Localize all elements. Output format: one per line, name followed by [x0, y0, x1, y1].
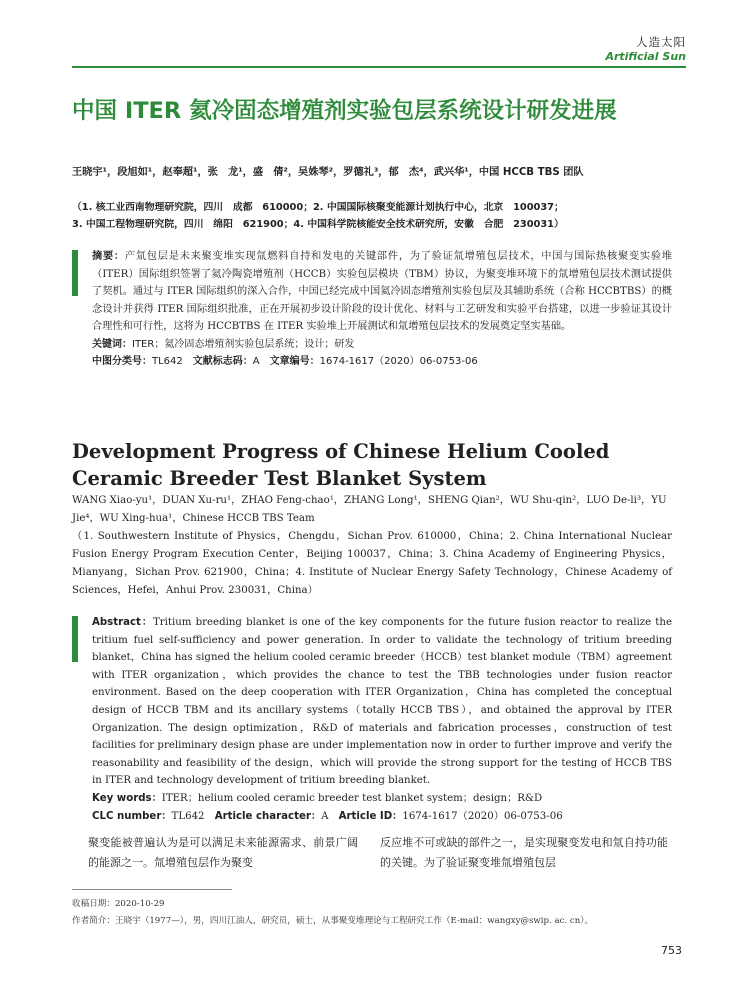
- en-keywords-label: Key words：: [92, 792, 162, 804]
- en-clc: TL642: [171, 810, 205, 822]
- cn-abstract-text: 产氚包层是未来聚变堆实现氚燃料自持和发电的关键部件，为了验证氚增殖包层技术，中国与国际热核聚变实验堆（ITER）国际组织签署了氦冷陶瓷增殖剂（HCCB）实验包层模块（TBM）协议，为聚变堆环境下的氚增殖包层技术测试提供了契机。通过与 ITER 国际组织的深入合作，中国已经完成中国氦冷固态增殖剂实验包层及其辅助系统（合称 HCCBTBS）的概念设计并获得 ITER 国际组织批准，正在开展初步设计阶段的设计优化、材料与工艺研发和实验平台搭建，以进一步验证其设计合理性和可行性，这将为 HCCBTBS 在 ITER 实验堆上开展测试和氚增殖包层技术的发展奠定坚实基础。: [92, 251, 672, 332]
- cn-abstract-block: [72, 248, 672, 370]
- en-title: Development Progress of Chinese Helium Cooled Ceramic Breeder Test Blanket System: [72, 440, 610, 490]
- en-classification: [92, 808, 672, 826]
- cn-clc: TL642: [152, 355, 183, 367]
- cn-clc-label: 中图分类号：: [92, 355, 152, 367]
- footnote: [72, 896, 672, 930]
- body-column-right: 反应堆不可或缺的部件之一，是实现聚变发电和氚自持功能的关键。为了验证聚变堆氚增殖包层: [380, 836, 668, 869]
- brand-cn: 人造太阳: [636, 35, 686, 49]
- journal-brand: [605, 34, 686, 63]
- en-abstract-label: Abstract：: [92, 617, 153, 628]
- en-keywords: [92, 790, 672, 808]
- en-abstract: [92, 614, 672, 790]
- en-authors: WANG Xiao-yu¹，DUAN Xu-ru¹，ZHAO Feng-chao¹，ZHANG Long¹，SHENG Qian²，WU Shu-qin²，LUO De-li³，YU Jie⁴，WU Xing-hua¹，Chinese HCCB TBS Team: [72, 495, 667, 524]
- cn-article-no-label: 文章编号：: [269, 355, 320, 367]
- cn-affiliation-line: （1. 核工业西南物理研究院，四川 成都 610000；2. 中国国际核聚变能源计划执行中心，北京 100037；: [72, 202, 564, 213]
- abstract-accent-bar: [72, 250, 78, 296]
- en-abstract-block: [72, 614, 672, 825]
- body-column-left: 聚变能被普遍认为是可以满足未来能源需求、前景广阔的能源之一。氚增殖包层作为聚变: [88, 836, 358, 869]
- en-clc-label: CLC number：: [92, 810, 172, 822]
- cn-doc-code: A: [252, 355, 260, 367]
- cn-doc-code-label: 文献标志码：: [192, 355, 253, 367]
- cn-affiliations: [72, 199, 672, 233]
- cn-abstract-label: 摘要：: [92, 251, 125, 262]
- cn-abstract: [92, 248, 672, 336]
- en-article-no: 1674-1617（2020）06-0753-06: [402, 810, 563, 822]
- en-doc-code: A: [321, 810, 329, 822]
- cn-keywords: [92, 336, 672, 353]
- received-date: 收稿日期：2020-10-29: [72, 899, 165, 909]
- cn-title: 中国 ITER 氦冷固态增殖剂实验包层系统设计研发进展: [72, 98, 617, 124]
- brand-en: Artificial Sun: [605, 50, 686, 63]
- author-bio: 作者简介：王晓宇（1977—），男，四川江油人，研究员，硕士，从事聚变堆理论与工程研究工作（E-mail：wangxy@swip. ac. cn）。: [72, 916, 594, 926]
- en-abstract-text: Tritium breeding blanket is one of the key components for the future fusion reactor to realize the tritium fuel self-sufficiency and power generation. In order to validate the technology of tritium breeding blanket，China has signed the helium cooled ceramic breeder（HCCB）test blanket module（TBM）agreement with ITER organization，which provides the chance to test the TBB technologies under fusion reactor environment. Based on the deep cooperation with ITER Organization，China has completed the conceptual design of HCCB TBM and its ancillary systems（totally HCCB TBS），and obtained the approval by ITER Organization. The design optimization，R&D of materials and fabrication processes，construction of test facilities for preliminary design phase are under implementation now in order to further improve and verify the reasonability and feasibility of the design，which will provide the strong support for the testing of HCCB TBS in ITER and technology development of tritium breeding blanket.: [92, 617, 672, 787]
- en-article-no-label: Article ID：: [338, 810, 403, 822]
- cn-classification: [92, 353, 672, 370]
- en-affiliations: （1. Southwestern Institute of Physics，Chengdu，Sichan Prov. 610000，China；2. China International Nuclear Fusion Energy Program Execution Center，Beijing 100037，China；3. China Academy of Engineering Physics，Mianyang，Sichan Prov. 621900，China；4. Institute of Nuclear Energy Safety Technology，Chinese Academy of Sciences，Hefei，Anhui Prov. 230031，China）: [72, 531, 672, 596]
- cn-authors: 王晓宇¹，段旭如¹，赵奉超¹，张 龙¹，盛 倩²，吴姝琴²，罗德礼³，郁 杰⁴，武兴华¹，中国 HCCB TBS 团队: [72, 167, 584, 178]
- cn-keywords-text: ITER；氦冷固态增殖剂实验包层系统；设计；研发: [132, 338, 355, 350]
- abstract-accent-bar: [72, 616, 78, 662]
- en-keywords-text: ITER；helium cooled ceramic breeder test blanket system；design；R&D: [161, 792, 543, 804]
- en-doc-code-label: Article character：: [214, 810, 322, 822]
- cn-keywords-label: 关键词：: [92, 338, 132, 350]
- footnote-rule: [72, 889, 232, 890]
- page-number: 753: [661, 944, 682, 957]
- header-rule: [72, 66, 686, 68]
- cn-affiliation-line: 3. 中国工程物理研究院，四川 绵阳 621900；4. 中国科学院核能安全技术研究所，安徽 合肥 230031）: [72, 219, 564, 230]
- cn-article-no: 1674-1617（2020）06-0753-06: [319, 355, 478, 367]
